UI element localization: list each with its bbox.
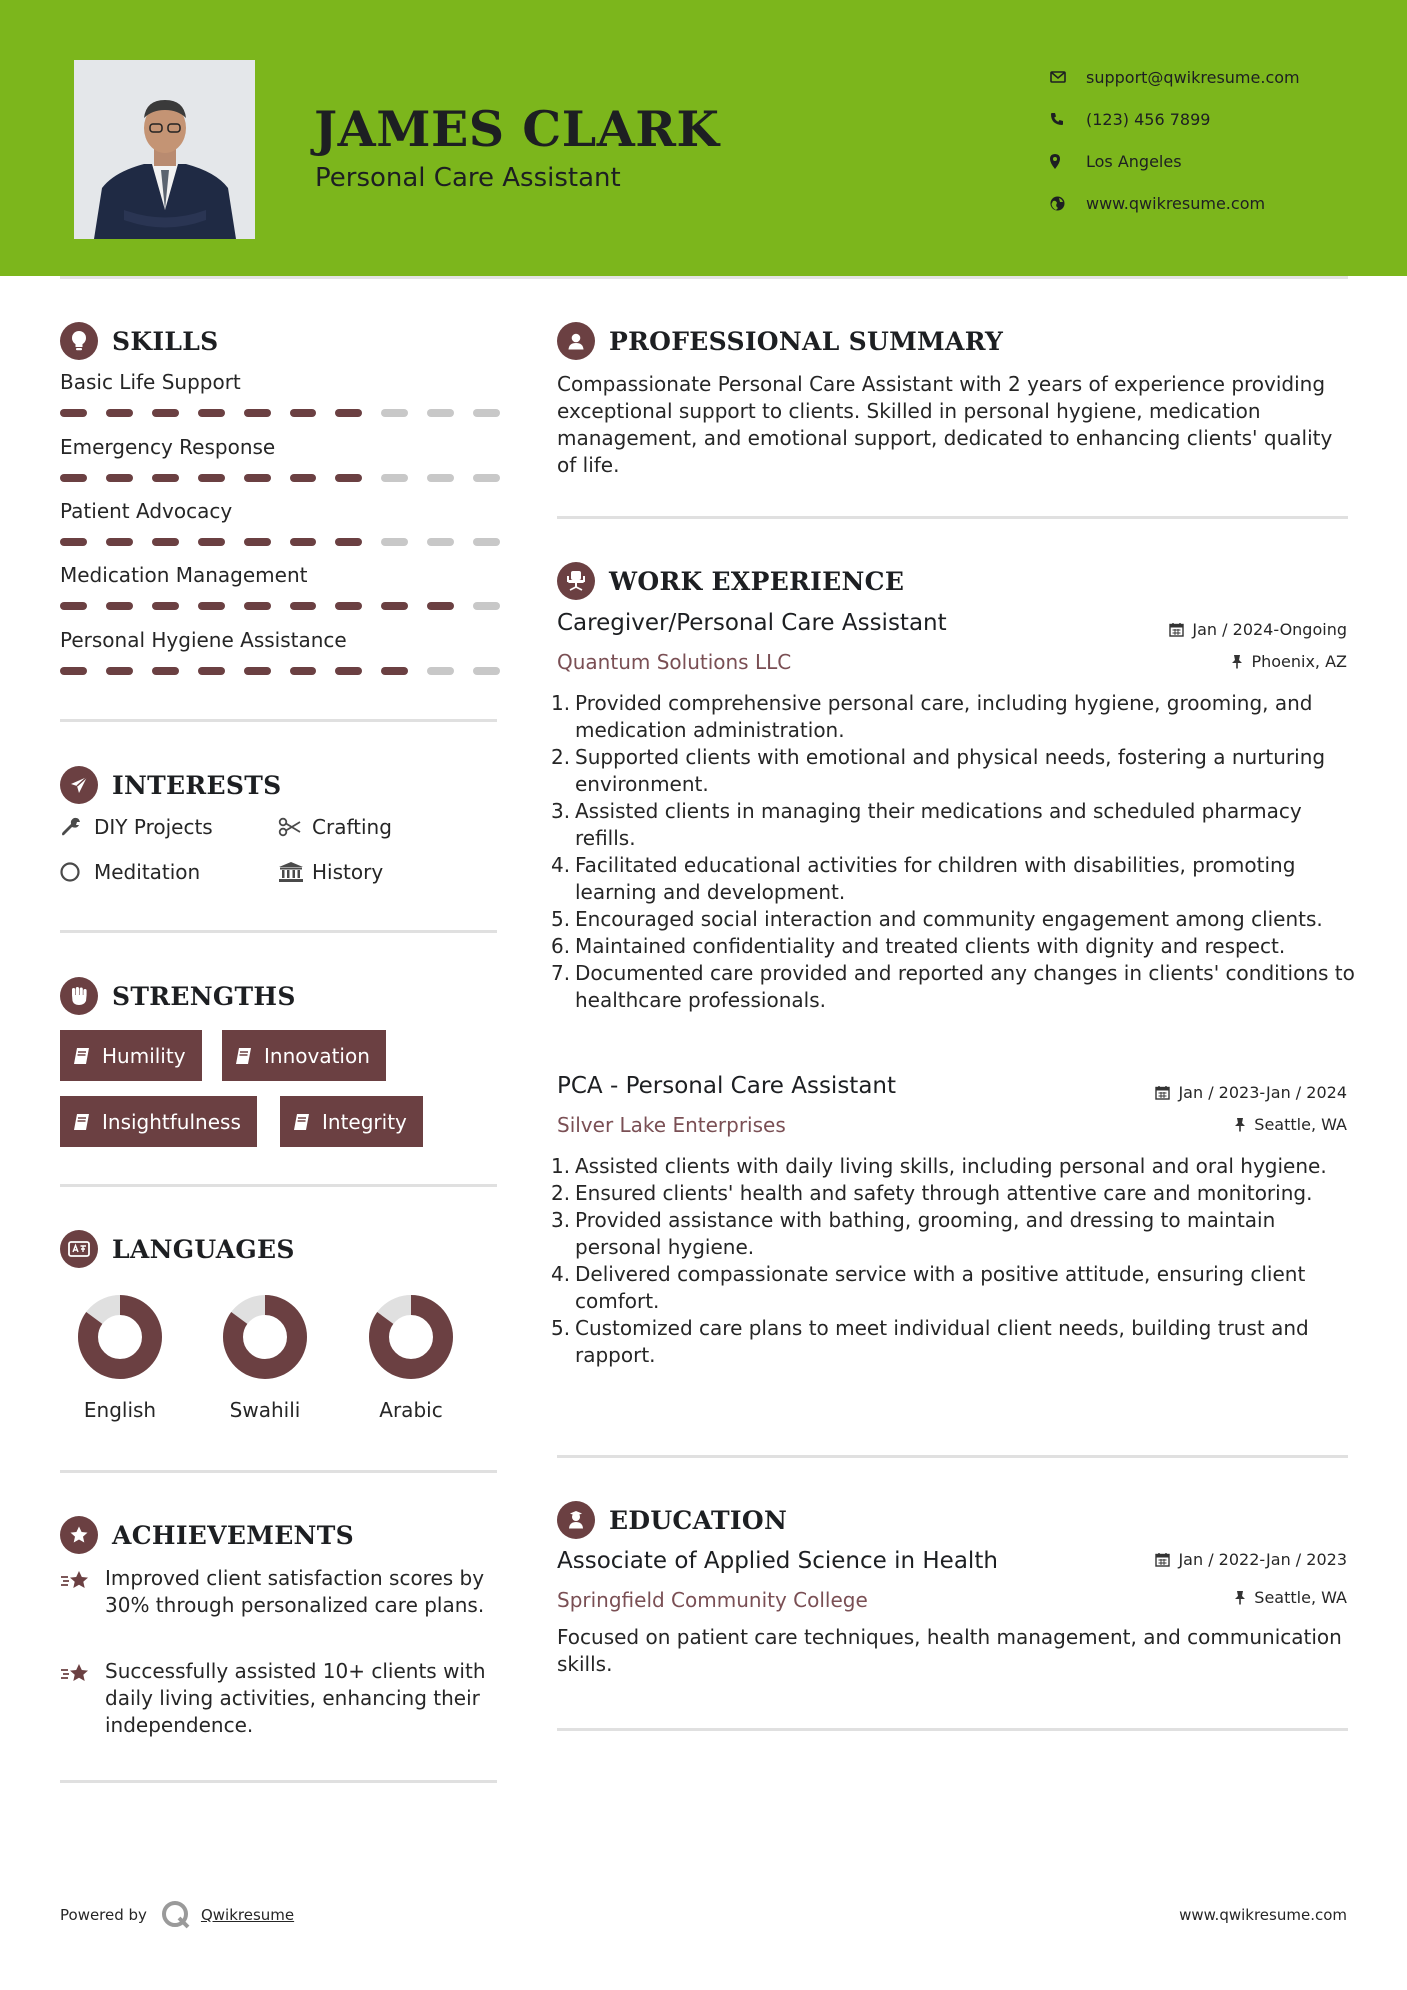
bullet-text: Assisted clients in managing their medications and scheduled pharmacy refills. bbox=[575, 799, 1302, 850]
skill-dash-filled bbox=[198, 474, 225, 482]
bullet-text: Provided assistance with bathing, grooming, and dressing to maintain personal hygiene. bbox=[575, 1208, 1276, 1259]
skill-dash-empty bbox=[427, 409, 454, 417]
bullet-item: 7. Documented care provided and reported any changes in clients' conditions to healthcare professionals. bbox=[557, 960, 1357, 1014]
achievement-text: Improved client satisfaction scores by 30% through personalized care plans. bbox=[105, 1566, 485, 1617]
bullet-item: 4. Delivered compassionate service with a positive attitude, ensuring client comfort. bbox=[557, 1261, 1357, 1315]
bullet-item: 6. Maintained confidentiality and treated clients with dignity and respect. bbox=[551, 934, 1286, 958]
skill-item bbox=[60, 563, 500, 610]
strength-label: Integrity bbox=[322, 1109, 407, 1134]
strength-tag bbox=[60, 1096, 257, 1147]
book-icon bbox=[292, 1113, 310, 1131]
book-icon bbox=[72, 1047, 90, 1065]
interest-item bbox=[60, 860, 200, 884]
languages-heading bbox=[60, 1230, 295, 1268]
skill-dash-filled bbox=[198, 538, 225, 546]
bullet-item: 3. Assisted clients in managing their medications and scheduled pharmacy refills. bbox=[557, 798, 1357, 852]
job-bullets bbox=[551, 1153, 1357, 1369]
section-divider bbox=[557, 516, 1348, 519]
skill-dash-filled bbox=[152, 602, 179, 610]
bullet-text: Supported clients with emotional and physical needs, fostering a nurturing environment. bbox=[575, 745, 1326, 796]
book-icon bbox=[234, 1047, 252, 1065]
skill-dash-filled bbox=[335, 667, 362, 675]
skill-label: Emergency Response bbox=[60, 435, 276, 459]
fist-icon bbox=[60, 977, 98, 1015]
interest-item bbox=[278, 860, 383, 884]
contact-phone-text: (123) 456 7899 bbox=[1086, 109, 1211, 129]
skill-meter bbox=[60, 538, 500, 546]
skill-dash-filled bbox=[152, 474, 179, 482]
bullet-text: Assisted clients with daily living skills, including personal and oral hygiene. bbox=[575, 1154, 1327, 1178]
book-icon bbox=[72, 1113, 90, 1131]
bank-icon bbox=[278, 861, 312, 883]
skill-label: Basic Life Support bbox=[60, 370, 241, 394]
skill-dash-filled bbox=[152, 409, 179, 417]
skill-meter bbox=[60, 474, 500, 482]
section-divider bbox=[60, 930, 497, 933]
contact-location bbox=[1050, 140, 1300, 182]
interest-label: History bbox=[312, 860, 384, 884]
company-name: Silver Lake Enterprises bbox=[557, 1113, 786, 1137]
achievement-item bbox=[60, 1565, 500, 1619]
language-ring bbox=[368, 1294, 454, 1380]
bullet-item: 2. Ensured clients' health and safety through attentive care and monitoring. bbox=[551, 1181, 1313, 1205]
achievement-item bbox=[60, 1658, 500, 1739]
bullet-item: 1. Provided comprehensive personal care, including hygiene, grooming, and medication administration. bbox=[557, 690, 1357, 744]
skill-dash-empty bbox=[473, 409, 500, 417]
bullet-text: Maintained confidentiality and treated clients with dignity and respect. bbox=[575, 934, 1286, 958]
bullet-text: Delivered compassionate service with a positive attitude, ensuring client comfort. bbox=[575, 1262, 1306, 1313]
skill-dash-filled bbox=[244, 602, 271, 610]
skill-dash-filled bbox=[244, 667, 271, 675]
language-icon bbox=[60, 1230, 98, 1268]
strength-tag bbox=[60, 1030, 202, 1081]
language-item bbox=[195, 1294, 335, 1422]
powered-by bbox=[60, 1900, 294, 1930]
star-icon bbox=[60, 1658, 105, 1739]
strength-tag bbox=[222, 1030, 386, 1081]
interest-label: Meditation bbox=[94, 860, 201, 884]
skill-dash-filled bbox=[290, 538, 317, 546]
job-bullets bbox=[551, 690, 1357, 1014]
bullet-item: 1. Assisted clients with daily living skills, including personal and oral hygiene. bbox=[551, 1154, 1327, 1178]
skill-dash-filled bbox=[290, 602, 317, 610]
skills-heading bbox=[60, 322, 219, 360]
interests-title: INTERESTS bbox=[112, 770, 282, 800]
star-icon bbox=[60, 1565, 105, 1619]
bullet-text: Customized care plans to meet individual client needs, building trust and rapport. bbox=[575, 1316, 1309, 1367]
skill-dash-empty bbox=[473, 602, 500, 610]
language-label: Swahili bbox=[229, 1398, 301, 1422]
candidate-name: JAMES CLARK bbox=[314, 100, 720, 158]
bullet-text: Facilitated educational activities for children with disabilities, promoting learning and development. bbox=[575, 853, 1296, 904]
user-icon bbox=[557, 322, 595, 360]
calendar-icon bbox=[1169, 622, 1184, 637]
footer-website[interactable]: www.qwikresume.com bbox=[1179, 1906, 1347, 1924]
bullet-text: Ensured clients' health and safety through attentive care and monitoring. bbox=[575, 1181, 1313, 1205]
skill-dash-filled bbox=[290, 474, 317, 482]
skill-dash-filled bbox=[60, 602, 87, 610]
contact-list bbox=[1050, 56, 1300, 224]
achievement-text: Successfully assisted 10+ clients with daily living activities, enhancing their independence. bbox=[105, 1659, 486, 1737]
contact-website-text: www.qwikresume.com bbox=[1086, 193, 1266, 213]
interest-label: Crafting bbox=[312, 815, 392, 839]
skill-dash-empty bbox=[381, 538, 408, 546]
paper-plane-icon bbox=[60, 766, 98, 804]
interest-item bbox=[278, 815, 392, 839]
skills-title: SKILLS bbox=[112, 326, 219, 356]
section-divider bbox=[60, 1470, 497, 1473]
pushpin-icon bbox=[1231, 654, 1243, 669]
bullet-item: 5. Customized care plans to meet individual client needs, building trust and rapport. bbox=[557, 1315, 1357, 1369]
skill-dash-filled bbox=[60, 667, 87, 675]
skill-dash-empty bbox=[381, 474, 408, 482]
skill-dash-filled bbox=[244, 474, 271, 482]
skill-label: Medication Management bbox=[60, 563, 308, 587]
strengths-heading bbox=[60, 977, 296, 1015]
strength-label: Insightfulness bbox=[102, 1109, 241, 1134]
skill-dash-filled bbox=[60, 474, 87, 482]
strength-label: Innovation bbox=[264, 1043, 370, 1068]
section-divider bbox=[557, 1455, 1348, 1458]
skill-label: Personal Hygiene Assistance bbox=[60, 628, 347, 652]
skill-dash-filled bbox=[335, 474, 362, 482]
skill-dash-filled bbox=[198, 667, 225, 675]
skill-dash-empty bbox=[473, 667, 500, 675]
calendar-icon bbox=[1155, 1085, 1170, 1100]
skill-item bbox=[60, 499, 500, 546]
experience-title: WORK EXPERIENCE bbox=[609, 566, 905, 596]
job-title: PCA - Personal Care Assistant bbox=[557, 1073, 897, 1099]
skill-dash-empty bbox=[473, 538, 500, 546]
skill-dash-empty bbox=[427, 474, 454, 482]
bullet-item: 3. Provided assistance with bathing, grooming, and dressing to maintain personal hygiene. bbox=[557, 1207, 1357, 1261]
education-heading bbox=[557, 1501, 787, 1539]
skill-dash-filled bbox=[381, 602, 408, 610]
skill-dash-empty bbox=[427, 667, 454, 675]
profile-photo bbox=[74, 60, 255, 239]
education-location bbox=[1234, 1588, 1347, 1607]
skill-item bbox=[60, 435, 500, 482]
contact-website[interactable] bbox=[1050, 182, 1300, 224]
school-name: Springfield Community College bbox=[557, 1588, 868, 1612]
globe-icon bbox=[1050, 196, 1086, 211]
skill-item bbox=[60, 370, 500, 417]
degree-title: Associate of Applied Science in Health bbox=[557, 1548, 998, 1574]
skill-dash-filled bbox=[335, 409, 362, 417]
education-dates bbox=[1155, 1550, 1347, 1569]
summary-heading bbox=[557, 322, 1003, 360]
map-marker-icon bbox=[1050, 154, 1086, 169]
qwikresume-logo-icon bbox=[161, 1900, 191, 1930]
experience-heading bbox=[557, 562, 904, 600]
bullet-text: Encouraged social interaction and community engagement among clients. bbox=[575, 907, 1323, 931]
bullet-text: Provided comprehensive personal care, including hygiene, grooming, and medication administration. bbox=[575, 691, 1313, 742]
strength-label: Humility bbox=[102, 1043, 186, 1068]
skill-meter bbox=[60, 409, 500, 417]
skill-meter bbox=[60, 667, 500, 675]
skill-dash-filled bbox=[244, 409, 271, 417]
job-dates bbox=[1155, 1083, 1347, 1102]
interest-label: DIY Projects bbox=[94, 815, 213, 839]
section-divider bbox=[557, 1728, 1348, 1731]
candidate-job-title: Personal Care Assistant bbox=[315, 163, 621, 193]
achievements-title: ACHIEVEMENTS bbox=[112, 1520, 354, 1550]
skill-dash-filled bbox=[427, 602, 454, 610]
skill-item bbox=[60, 628, 500, 675]
education-dates-text: Jan / 2022-Jan / 2023 bbox=[1178, 1550, 1347, 1569]
bullet-item: 4. Facilitated educational activities for children with disabilities, promoting learning and development. bbox=[557, 852, 1357, 906]
summary-text: Compassionate Personal Care Assistant with 2 years of experience providing exceptional support to clients. Skilled in personal hygiene, medication management, and emotional support, dedicated to enhancing clients' quality of life. bbox=[557, 372, 1333, 477]
job-dates bbox=[1169, 620, 1347, 639]
contact-email[interactable] bbox=[1050, 56, 1300, 98]
language-item bbox=[50, 1294, 190, 1422]
section-divider bbox=[60, 1184, 497, 1187]
skill-dash-empty bbox=[427, 538, 454, 546]
skill-dash-filled bbox=[106, 474, 133, 482]
education-location-text: Seattle, WA bbox=[1254, 1588, 1347, 1607]
summary-title: PROFESSIONAL SUMMARY bbox=[609, 326, 1004, 356]
office-chair-icon bbox=[557, 562, 595, 600]
language-label: English bbox=[83, 1398, 157, 1422]
skill-label: Patient Advocacy bbox=[60, 499, 233, 523]
skill-meter bbox=[60, 602, 500, 610]
job-location-text: Seattle, WA bbox=[1254, 1115, 1347, 1134]
powered-by-text: Powered by bbox=[60, 1906, 147, 1924]
job-dates-text: Jan / 2023-Jan / 2024 bbox=[1178, 1083, 1347, 1102]
job-title: Caregiver/Personal Care Assistant bbox=[557, 610, 947, 636]
education-description: Focused on patient care techniques, health management, and communication skills. bbox=[557, 1625, 1342, 1676]
skill-dash-filled bbox=[198, 602, 225, 610]
skill-dash-filled bbox=[335, 538, 362, 546]
envelope-icon bbox=[1050, 71, 1086, 83]
language-item bbox=[341, 1294, 481, 1422]
achievements-heading bbox=[60, 1516, 354, 1554]
language-label: Arabic bbox=[379, 1398, 443, 1422]
qwikresume-link[interactable]: Qwikresume bbox=[200, 1906, 295, 1924]
interests-heading bbox=[60, 766, 281, 804]
graduate-icon bbox=[557, 1501, 595, 1539]
bullet-text: Documented care provided and reported any changes in clients' conditions to healthcare professionals. bbox=[575, 961, 1355, 1012]
pushpin-icon bbox=[1234, 1590, 1246, 1605]
skill-dash-filled bbox=[60, 409, 87, 417]
job-location bbox=[1234, 1115, 1347, 1134]
contact-phone[interactable] bbox=[1050, 98, 1300, 140]
pushpin-icon bbox=[1234, 1117, 1246, 1132]
skill-dash-filled bbox=[152, 667, 179, 675]
skill-dash-filled bbox=[106, 602, 133, 610]
job-dates-text: Jan / 2024-Ongoing bbox=[1192, 620, 1347, 639]
calendar-icon bbox=[1155, 1552, 1170, 1567]
language-ring bbox=[222, 1294, 308, 1380]
strength-tag bbox=[280, 1096, 423, 1147]
skill-dash-filled bbox=[198, 409, 225, 417]
skill-dash-filled bbox=[244, 538, 271, 546]
education-title: EDUCATION bbox=[609, 1505, 788, 1535]
star-badge-icon bbox=[60, 1516, 98, 1554]
skill-dash-empty bbox=[381, 409, 408, 417]
job-location bbox=[1231, 652, 1347, 671]
section-divider bbox=[60, 719, 497, 722]
interest-item bbox=[60, 815, 213, 839]
company-name: Quantum Solutions LLC bbox=[557, 650, 792, 674]
section-divider bbox=[60, 1780, 497, 1783]
skill-dash-filled bbox=[381, 667, 408, 675]
bullet-item: 5. Encouraged social interaction and community engagement among clients. bbox=[551, 907, 1323, 931]
header-divider bbox=[60, 276, 1348, 279]
phone-icon bbox=[1050, 112, 1086, 126]
languages-title: LANGUAGES bbox=[112, 1234, 295, 1264]
lightbulb-icon bbox=[60, 322, 98, 360]
skill-dash-filled bbox=[106, 409, 133, 417]
skill-dash-filled bbox=[106, 667, 133, 675]
contact-email-text: support@qwikresume.com bbox=[1086, 67, 1300, 87]
skill-dash-filled bbox=[290, 409, 317, 417]
wrench-icon bbox=[60, 816, 94, 838]
skill-dash-filled bbox=[335, 602, 362, 610]
circle-icon bbox=[60, 861, 94, 883]
skill-dash-filled bbox=[290, 667, 317, 675]
strengths-title: STRENGTHS bbox=[112, 981, 296, 1011]
skill-dash-filled bbox=[106, 538, 133, 546]
skill-dash-empty bbox=[473, 474, 500, 482]
contact-location-text: Los Angeles bbox=[1086, 151, 1182, 171]
skill-dash-filled bbox=[152, 538, 179, 546]
skill-dash-filled bbox=[60, 538, 87, 546]
language-ring bbox=[77, 1294, 163, 1380]
job-location-text: Phoenix, AZ bbox=[1251, 652, 1347, 671]
scissors-icon bbox=[278, 817, 312, 837]
resume-header bbox=[0, 0, 1407, 276]
bullet-item: 2. Supported clients with emotional and physical needs, fostering a nurturing environment. bbox=[557, 744, 1357, 798]
